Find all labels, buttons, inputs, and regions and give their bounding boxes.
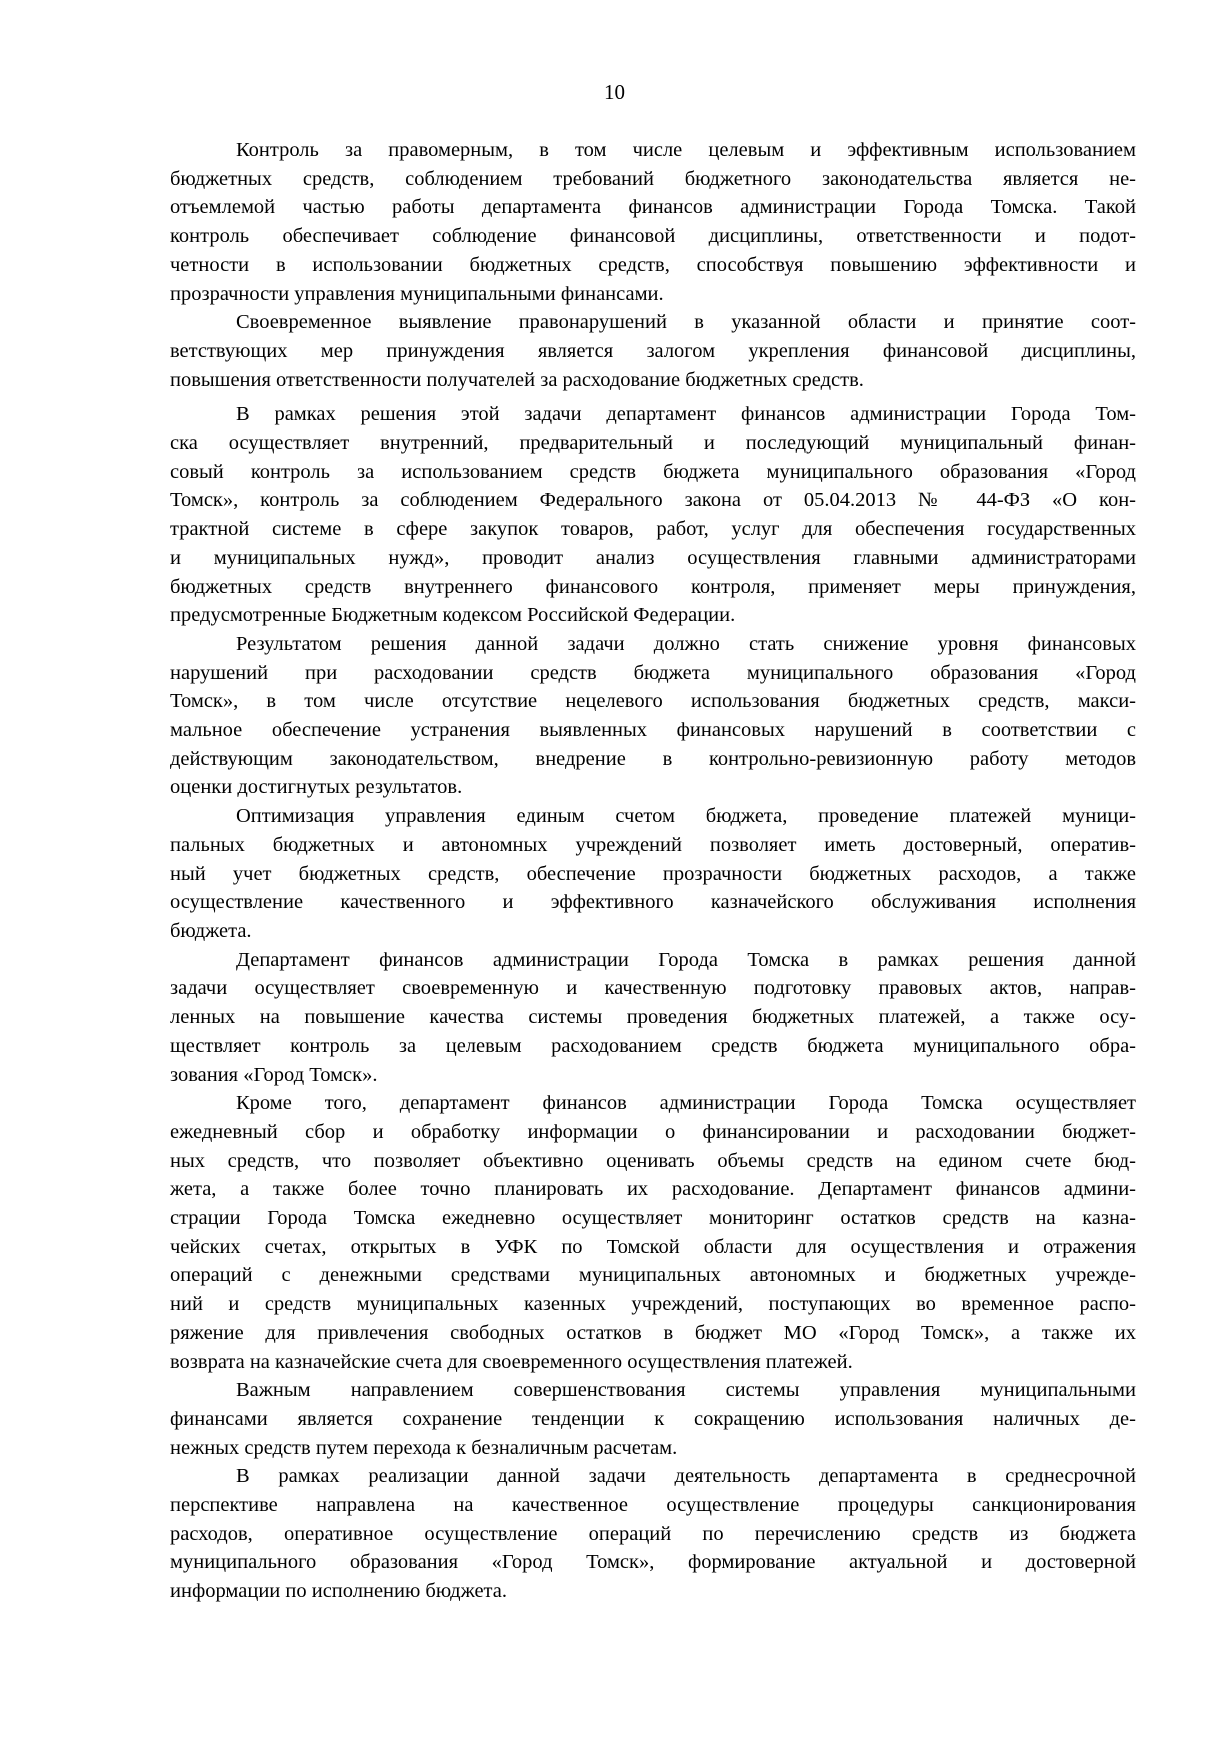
paragraph <box>170 136 1136 308</box>
text-line: Департамент финансов администрации Города Томска в рамках решения данной <box>236 948 1136 971</box>
text-line: и муниципальных нужд», проводит анализ осуществления главными администраторами <box>170 546 1136 569</box>
text-line: нежных средств путем перехода к безналичным расчетам. <box>170 1436 678 1459</box>
text-line: страции Города Томска ежедневно осуществляет мониторинг остатков средств на казна- <box>170 1207 1136 1230</box>
text-line: осуществление качественного и эффективного казначейского обслуживания исполнения <box>170 891 1136 914</box>
text-line: ска осуществляет внутренний, предварительный и последующий муниципальный финан- <box>170 432 1136 455</box>
text-line: мальное обеспечение устранения выявленных финансовых нарушений в соответствии с <box>170 719 1136 742</box>
text-line: Важным направлением совершенствования системы управления муниципальными <box>236 1379 1136 1402</box>
text-line: предусмотренные Бюджетным кодексом Российской Федерации. <box>170 604 736 627</box>
text-line: муниципального образования «Город Томск», формирование актуальной и достоверной <box>170 1551 1136 1574</box>
paragraph <box>170 1462 1136 1606</box>
paragraph <box>170 630 1136 802</box>
text-line: Контроль за правомерным, в том числе целевым и эффективным использованием <box>236 139 1136 161</box>
text-line: бюджета. <box>170 919 252 942</box>
text-line: В рамках решения этой задачи департамент финансов администрации Города Том- <box>236 403 1136 426</box>
text-line: В рамках реализации данной задачи деятельность департамента в среднесрочной <box>236 1465 1136 1488</box>
text-line: ветствующих мер принуждения является залогом укрепления финансовой дисциплины, <box>170 339 1136 362</box>
paragraph <box>170 802 1136 946</box>
text-line: чейских счетах, открытых в УФК по Томской области для осуществления и отражения <box>170 1235 1136 1258</box>
text-line: возврата на казначейские счета для своевременного осуществления платежей. <box>170 1350 853 1373</box>
text-line: трактной системе в сфере закупок товаров, работ, услуг для обеспечения государственных <box>170 518 1136 541</box>
text-line: задачи осуществляет своевременную и качественную подготовку правовых актов, направ- <box>170 977 1136 1000</box>
text-line: действующим законодательством, внедрение в контрольно-ревизионную работу методов <box>170 747 1136 770</box>
text-line: ных средств, что позволяет объективно оценивать объемы средств на едином счете бюд- <box>170 1149 1136 1172</box>
text-line: Оптимизация управления единым счетом бюджета, проведение платежей муници- <box>236 805 1136 828</box>
text-line: четности в использовании бюджетных средств, способствуя повышению эффективности и <box>170 253 1136 276</box>
text-line: пальных бюджетных и автономных учреждений позволяет иметь достоверный, оператив- <box>170 833 1136 856</box>
text-line: расходов, оперативное осуществление операций по перечислению средств из бюджета <box>170 1522 1136 1545</box>
text-line: контроль обеспечивает соблюдение финансовой дисциплины, ответственности и подот- <box>170 225 1136 248</box>
text-line: перспективе направлена на качественное осуществление процедуры санкционирования <box>170 1494 1136 1517</box>
text-line: ний и средств муниципальных казенных учреждений, поступающих во временное распо- <box>170 1293 1136 1316</box>
text-line: Результатом решения данной задачи должно стать снижение уровня финансовых <box>236 632 1136 655</box>
text-line: нарушений при расходовании средств бюджета муниципального образования «Город <box>170 661 1136 684</box>
page-number: 10 <box>604 80 625 104</box>
text-line: ряжение для привлечения свободных остатков в бюджет МО «Город Томск», а также их <box>170 1321 1136 1344</box>
text-line: операций с денежными средствами муниципальных автономных и бюджетных учрежде- <box>170 1264 1136 1287</box>
text-line: совый контроль за использованием средств бюджета муниципального образования «Город <box>170 460 1136 483</box>
text-line: бюджетных средств, соблюдением требований бюджетного законодательства является не- <box>170 167 1136 190</box>
paragraph <box>170 1089 1136 1376</box>
text-line: ществляет контроль за целевым расходованием средств бюджета муниципального обра- <box>170 1034 1136 1057</box>
text-line: Томск», контроль за соблюдением Федерального закона от 05.04.2013 № 44-ФЗ «О кон- <box>170 489 1136 512</box>
paragraph <box>170 1376 1136 1462</box>
text-line: Кроме того, департамент финансов администрации Города Томска осуществляет <box>236 1092 1136 1115</box>
text-line: ный учет бюджетных средств, обеспечение прозрачности бюджетных расходов, а также <box>170 862 1136 885</box>
text-line: зования «Город Томск». <box>170 1063 378 1086</box>
text-line: повышения ответственности получателей за расходование бюджетных средств. <box>170 368 864 391</box>
document-body <box>170 136 1136 1606</box>
text-line: ежедневный сбор и обработку информации о финансировании и расходовании бюджет- <box>170 1120 1136 1143</box>
text-line: ленных на повышение качества системы проведения бюджетных платежей, а также осу- <box>170 1006 1136 1029</box>
paragraph <box>170 308 1136 394</box>
paragraph <box>170 946 1136 1090</box>
text-line: жета, а также более точно планировать их расходование. Департамент финансов админи- <box>170 1178 1136 1201</box>
text-line: отъемлемой частью работы департамента финансов администрации Города Томска. Такой <box>170 196 1136 219</box>
text-line: бюджетных средств внутреннего финансового контроля, применяет меры принуждения, <box>170 575 1136 598</box>
text-line: прозрачности управления муниципальными финансами. <box>170 282 664 305</box>
text-line: Томск», в том числе отсутствие нецелевого использования бюджетных средств, макси- <box>170 690 1136 713</box>
text-line: оценки достигнутых результатов. <box>170 776 463 799</box>
text-line: информации по исполнению бюджета. <box>170 1580 507 1603</box>
text-line: Своевременное выявление правонарушений в указанной области и принятие соот- <box>236 311 1136 334</box>
text-line: финансами является сохранение тенденции к сокращению использования наличных де- <box>170 1407 1136 1430</box>
paragraph <box>170 400 1136 630</box>
